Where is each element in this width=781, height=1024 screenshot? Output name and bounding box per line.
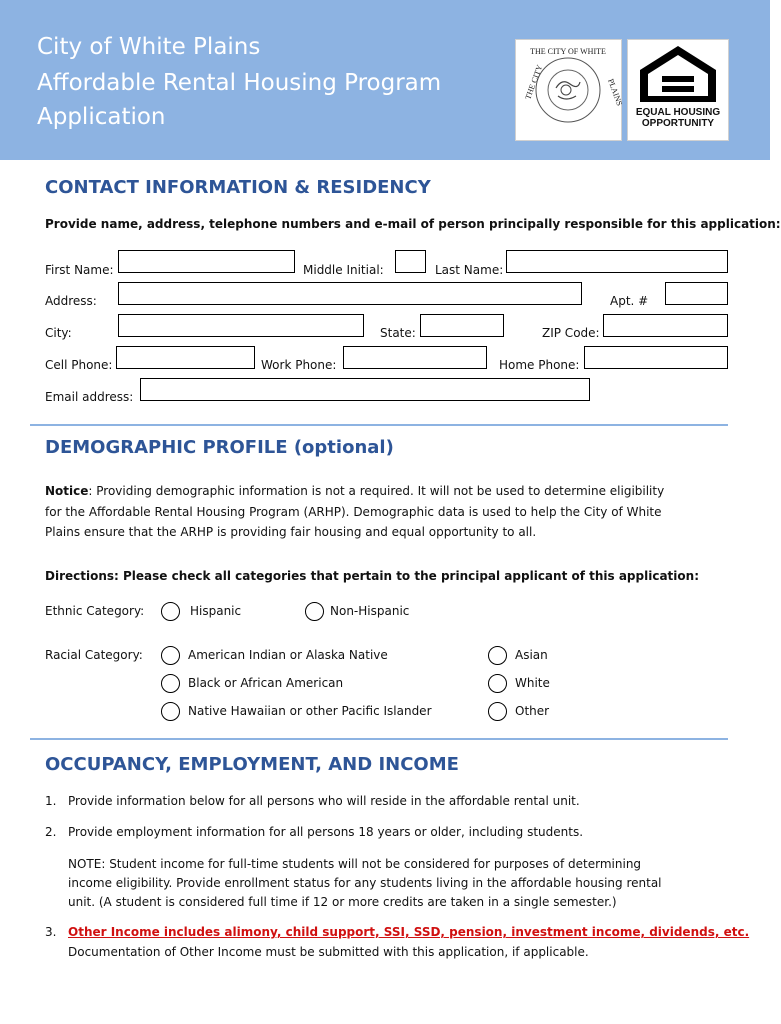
asian-radio[interactable] bbox=[488, 646, 507, 665]
first-name-label: First Name: bbox=[45, 263, 114, 277]
notice-label: Notice bbox=[45, 484, 89, 498]
last-name-label: Last Name: bbox=[435, 263, 504, 277]
demographic-section-title: DEMOGRAPHIC PROFILE (optional) bbox=[45, 437, 394, 458]
eho-line2: OPPORTUNITY bbox=[641, 118, 715, 129]
first-name-field[interactable] bbox=[118, 250, 295, 273]
notice-line1: : Providing demographic information is not a required. It will not be used to determine eligibility bbox=[88, 484, 665, 498]
other-race-radio[interactable] bbox=[488, 702, 507, 721]
note-line2: income eligibility. Provide enrollment status for any students living in the affordable housing rental bbox=[68, 876, 662, 890]
item1-number: 1. bbox=[45, 794, 57, 808]
header-title-line3: Application bbox=[37, 104, 166, 130]
header-title-line2: Affordable Rental Housing Program bbox=[37, 70, 442, 96]
svg-text:THE CITY: THE CITY bbox=[523, 63, 545, 101]
other-income-definition: Other Income includes alimony, child support, SSI, SSD, pension, investment income, dividends, etc. bbox=[68, 925, 750, 939]
american-indian-label: American Indian or Alaska Native bbox=[188, 648, 388, 662]
zip-field[interactable] bbox=[603, 314, 728, 337]
white-radio[interactable] bbox=[488, 674, 507, 693]
hispanic-radio[interactable] bbox=[161, 602, 180, 621]
home-phone-field[interactable] bbox=[584, 346, 728, 369]
notice-line2: for the Affordable Rental Housing Program (ARHP). Demographic data is used to help the City of White bbox=[45, 504, 662, 519]
work-phone-label: Work Phone: bbox=[261, 358, 337, 372]
racial-category-label: Racial Category: bbox=[45, 648, 143, 662]
zip-label: ZIP Code: bbox=[542, 326, 600, 340]
note-line1: NOTE: Student income for full-time students will not be considered for purposes of determining bbox=[68, 857, 642, 871]
non-hispanic-label: Non-Hispanic bbox=[330, 604, 410, 618]
hispanic-label: Hispanic bbox=[190, 604, 242, 618]
black-african-american-radio[interactable] bbox=[161, 674, 180, 693]
email-field[interactable] bbox=[140, 378, 590, 401]
city-seal-logo bbox=[515, 39, 625, 141]
item2-number: 2. bbox=[45, 825, 57, 839]
other-race-label: Other bbox=[515, 704, 550, 718]
middle-initial-label: Middle Initial: bbox=[303, 263, 384, 277]
directions-text: Directions: Please check all categories that pertain to the principal applicant of this application: bbox=[45, 569, 699, 583]
notice-paragraph bbox=[45, 481, 735, 543]
native-hawaiian-radio[interactable] bbox=[161, 702, 180, 721]
home-phone-label: Home Phone: bbox=[499, 358, 580, 372]
other-income-documentation: Documentation of Other Income must be submitted with this application, if applicable. bbox=[68, 945, 589, 959]
last-name-field[interactable] bbox=[506, 250, 728, 273]
header-banner bbox=[0, 0, 770, 160]
svg-text:PLAINS: PLAINS bbox=[606, 77, 625, 108]
asian-label: Asian bbox=[515, 648, 548, 662]
apt-label: Apt. # bbox=[610, 294, 649, 308]
city-label: City: bbox=[45, 326, 72, 340]
non-hispanic-radio[interactable] bbox=[305, 602, 324, 621]
svg-text:THE CITY OF WHITE: THE CITY OF WHITE bbox=[530, 47, 606, 56]
address-label: Address: bbox=[45, 294, 97, 308]
address-field[interactable] bbox=[118, 282, 582, 305]
item1-text: Provide information below for all persons who will reside in the affordable rental unit. bbox=[68, 794, 580, 808]
native-hawaiian-label: Native Hawaiian or other Pacific Islander bbox=[188, 704, 432, 718]
cell-phone-label: Cell Phone: bbox=[45, 358, 113, 372]
cell-phone-field[interactable] bbox=[116, 346, 255, 369]
state-field[interactable] bbox=[420, 314, 504, 337]
white-label: White bbox=[515, 676, 550, 690]
eho-line1: EQUAL HOUSING bbox=[635, 107, 721, 118]
work-phone-field[interactable] bbox=[343, 346, 487, 369]
equal-housing-logo bbox=[627, 39, 729, 141]
email-label: Email address: bbox=[45, 390, 134, 404]
contact-intro: Provide name, address, telephone numbers and e-mail of person principally responsible for this application: bbox=[45, 217, 781, 231]
city-field[interactable] bbox=[118, 314, 364, 337]
apt-field[interactable] bbox=[665, 282, 728, 305]
item3-number: 3. bbox=[45, 925, 57, 939]
black-african-american-label: Black or African American bbox=[188, 676, 344, 690]
section-divider bbox=[30, 738, 728, 740]
american-indian-radio[interactable] bbox=[161, 646, 180, 665]
section-divider bbox=[30, 424, 728, 426]
header-title-line1: City of White Plains bbox=[37, 34, 261, 60]
state-label: State: bbox=[380, 326, 416, 340]
student-note bbox=[68, 855, 738, 912]
ethnic-category-label: Ethnic Category: bbox=[45, 604, 145, 618]
item2-text: Provide employment information for all persons 18 years or older, including students. bbox=[68, 825, 584, 839]
note-line3: unit. (A student is considered full time if 12 or more credits are taken in a single semester.) bbox=[68, 895, 617, 909]
middle-initial-field[interactable] bbox=[395, 250, 426, 273]
contact-section-title: CONTACT INFORMATION & RESIDENCY bbox=[45, 177, 431, 198]
notice-line3: Plains ensure that the ARHP is providing fair housing and equal opportunity to all. bbox=[45, 525, 537, 539]
occupancy-section-title: OCCUPANCY, EMPLOYMENT, AND INCOME bbox=[45, 754, 459, 775]
